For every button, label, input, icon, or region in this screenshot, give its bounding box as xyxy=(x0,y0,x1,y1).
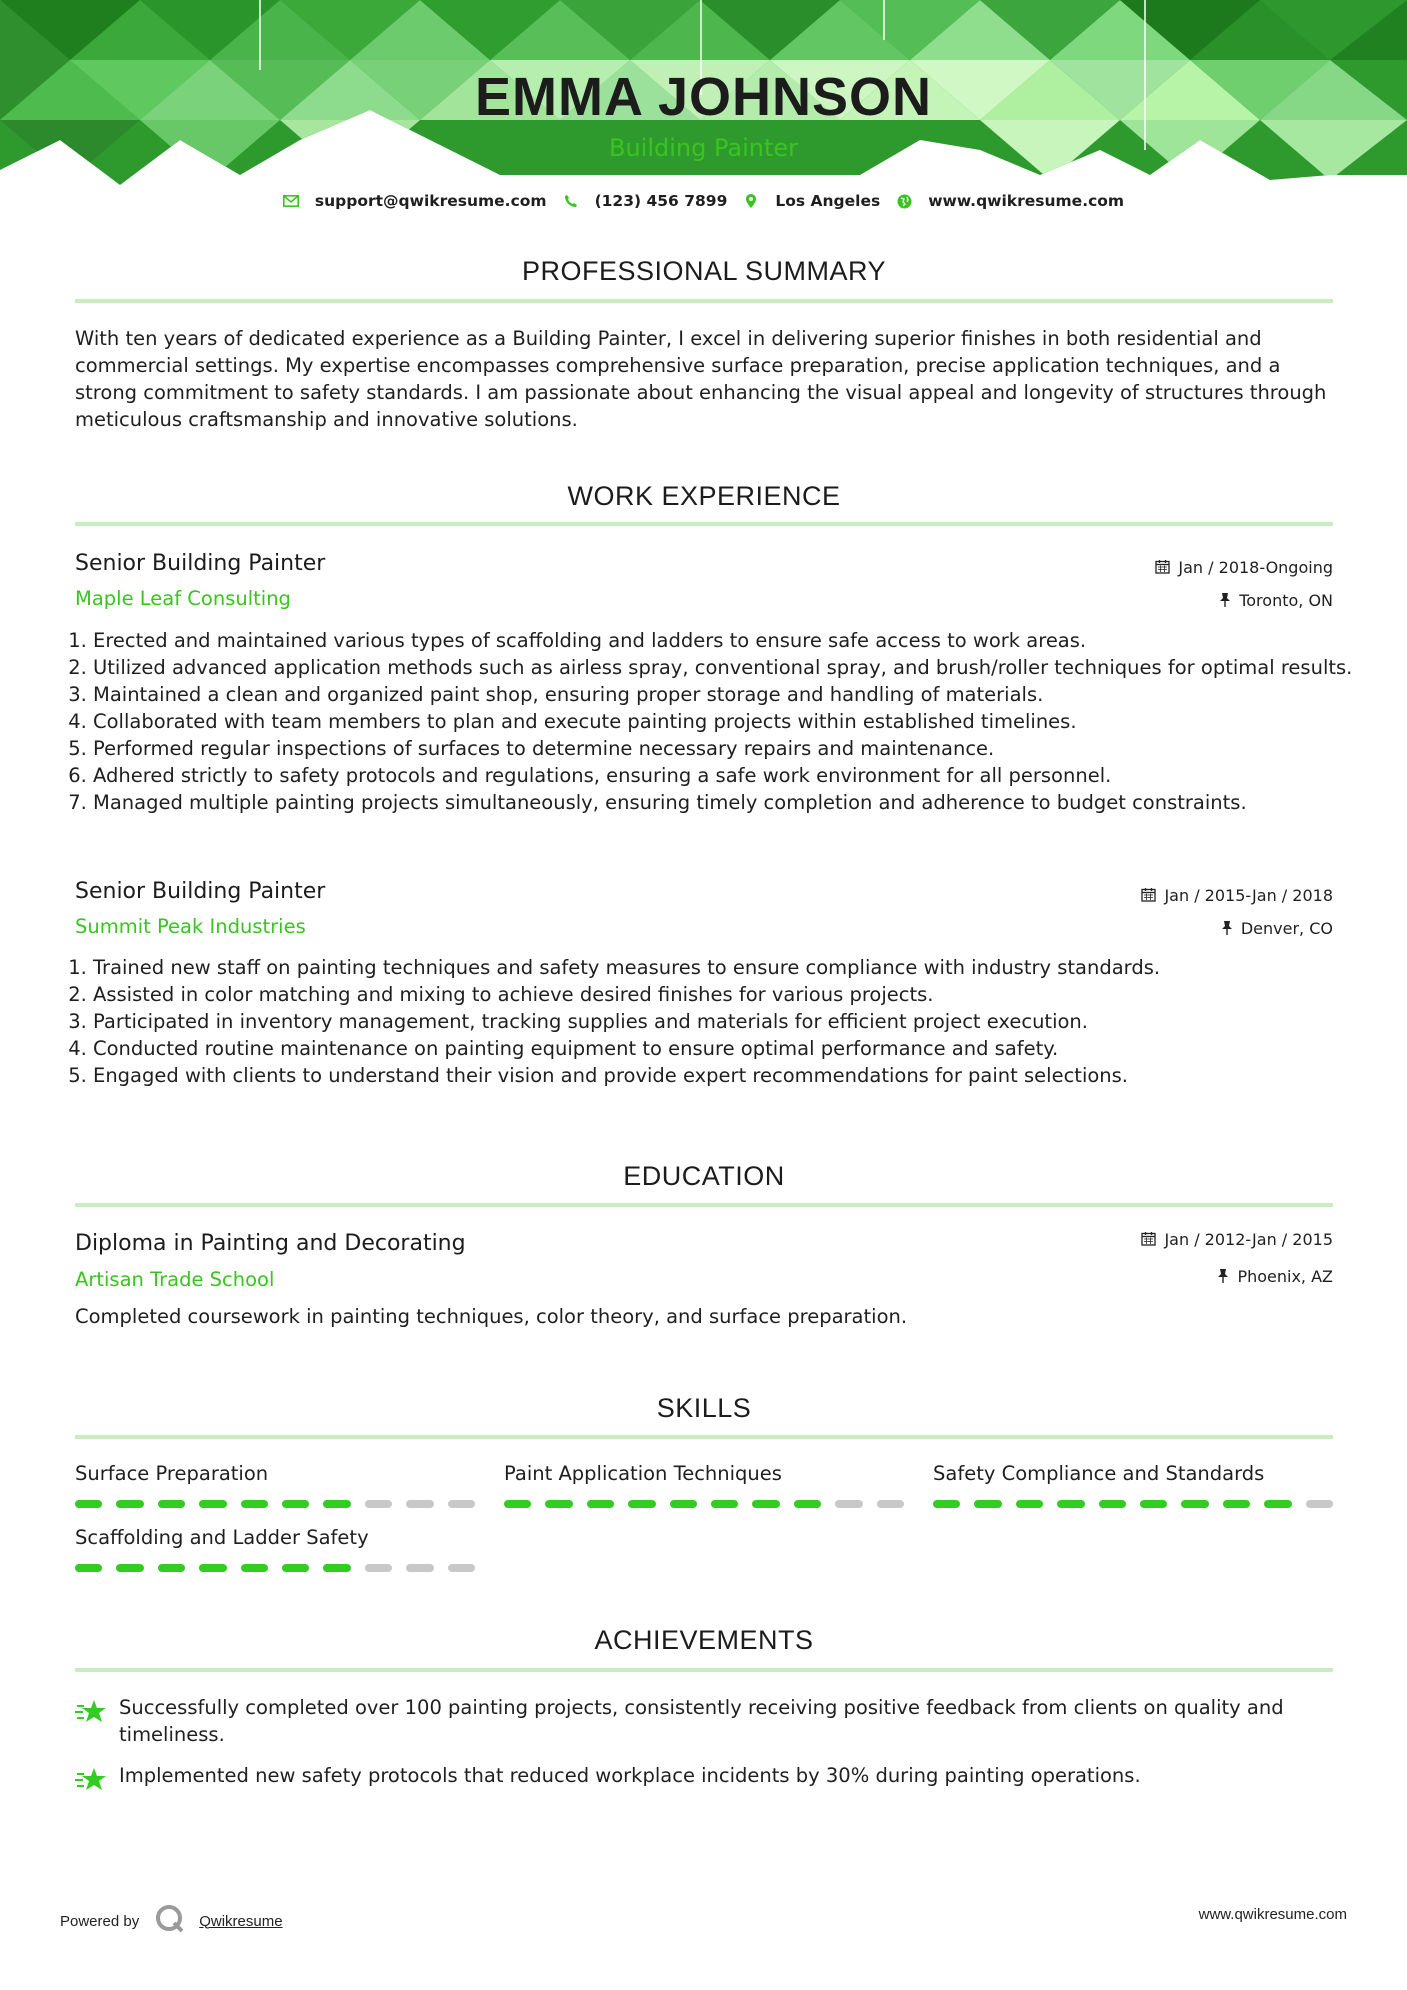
skill-dash-filled xyxy=(794,1500,821,1508)
education-heading: EDUCATION xyxy=(623,1161,785,1191)
contact-location xyxy=(743,192,880,210)
skill-dash-filled xyxy=(1099,1500,1126,1508)
achievement-item xyxy=(75,1762,1333,1798)
skill-item xyxy=(504,1464,904,1484)
job-location xyxy=(1219,592,1333,610)
star-icon xyxy=(75,1698,107,1748)
skill-dash-filled xyxy=(1016,1500,1043,1508)
skill-dash-filled xyxy=(199,1564,226,1572)
dates-text: Jan / 2015-Jan / 2018 xyxy=(1164,886,1333,905)
job-responsibilities xyxy=(67,954,1363,1089)
skill-dash-filled xyxy=(158,1500,185,1508)
section-divider xyxy=(75,1203,1333,1207)
pushpin-icon xyxy=(1221,920,1233,938)
job-responsibilities xyxy=(67,627,1363,816)
skill-item xyxy=(75,1528,475,1548)
skill-name: Surface Preparation xyxy=(75,1462,269,1485)
skill-rating xyxy=(75,1500,475,1508)
skill-dash-filled xyxy=(323,1500,350,1508)
section-divider xyxy=(75,1668,1333,1672)
candidate-name: EMMA JOHNSON xyxy=(474,67,933,127)
list-item: 5. Engaged with clients to understand their vision and provide expert recommendations for paint selections. xyxy=(93,1062,1363,1089)
skills-heading: SKILLS xyxy=(656,1393,752,1423)
job-location xyxy=(1221,920,1333,938)
contact-bar xyxy=(0,190,1407,212)
skill-dash-filled xyxy=(282,1500,309,1508)
skill-dash-filled xyxy=(75,1500,102,1508)
location-text: Phoenix, AZ xyxy=(1237,1267,1333,1286)
footer-website[interactable]: www.qwikresume.com xyxy=(1198,1906,1347,1923)
skill-name: Safety Compliance and Standards xyxy=(933,1462,1265,1485)
skill-dash-filled xyxy=(504,1500,531,1508)
footer-powered xyxy=(60,1904,283,1938)
contact-phone xyxy=(563,192,728,210)
skill-dash-filled xyxy=(587,1500,614,1508)
pushpin-icon xyxy=(1219,592,1231,610)
list-item: 6. Adhered strictly to safety protocols and regulations, ensuring a safe work environment for all personnel. xyxy=(93,762,1363,789)
powered-by-label: Powered by xyxy=(60,1912,140,1930)
list-item: 7. Managed multiple painting projects simultaneously, ensuring timely completion and adherence to budget constraints. xyxy=(93,789,1363,816)
location-text: Los Angeles xyxy=(775,192,881,210)
skill-dash-empty xyxy=(406,1564,433,1572)
job-company: Summit Peak Industries xyxy=(75,915,306,938)
map-marker-icon xyxy=(743,193,759,209)
skill-dash-filled xyxy=(974,1500,1001,1508)
skill-rating xyxy=(75,1564,475,1572)
achievement-text: Implemented new safety protocols that reduced workplace incidents by 30% during painting operations. xyxy=(119,1764,1141,1787)
skill-dash-filled xyxy=(628,1500,655,1508)
contact-website xyxy=(896,192,1124,210)
dates-text: Jan / 2012-Jan / 2015 xyxy=(1164,1230,1333,1249)
list-item: 2. Assisted in color matching and mixing to achieve desired finishes for various projects. xyxy=(93,981,1363,1008)
globe-icon xyxy=(896,193,912,209)
list-item: 4. Collaborated with team members to plan and execute painting projects within established timelines. xyxy=(93,708,1363,735)
skill-dash-empty xyxy=(365,1500,392,1508)
job-company: Maple Leaf Consulting xyxy=(75,587,291,610)
education-location xyxy=(1217,1268,1333,1286)
calendar-icon xyxy=(1155,559,1170,577)
skill-dash-empty xyxy=(877,1500,904,1508)
list-item: 3. Participated in inventory management, tracking supplies and materials for efficient project execution. xyxy=(93,1008,1363,1035)
list-item: 5. Performed regular inspections of surfaces to determine necessary repairs and maintenance. xyxy=(93,735,1363,762)
skill-dash-filled xyxy=(158,1564,185,1572)
skill-dash-filled xyxy=(711,1500,738,1508)
skill-dash-filled xyxy=(75,1564,102,1572)
pushpin-icon xyxy=(1217,1268,1229,1286)
job-dates xyxy=(1155,559,1333,577)
skill-dash-filled xyxy=(282,1564,309,1572)
experience-heading: WORK EXPERIENCE xyxy=(567,481,841,511)
summary-heading: PROFESSIONAL SUMMARY xyxy=(521,256,887,286)
education-degree: Diploma in Painting and Decorating xyxy=(75,1231,466,1256)
skill-dash-filled xyxy=(1057,1500,1084,1508)
education-description: Completed coursework in painting techniques, color theory, and surface preparation. xyxy=(75,1305,908,1328)
location-text: Denver, CO xyxy=(1240,919,1333,938)
skill-dash-filled xyxy=(323,1564,350,1572)
dates-text: Jan / 2018-Ongoing xyxy=(1178,558,1333,577)
skill-dash-filled xyxy=(116,1500,143,1508)
list-item: 1. Erected and maintained various types of scaffolding and ladders to ensure safe access to work areas. xyxy=(93,627,1363,654)
skill-rating xyxy=(933,1500,1333,1508)
skill-dash-filled xyxy=(241,1500,268,1508)
skill-dash-empty xyxy=(448,1564,475,1572)
skill-dash-filled xyxy=(752,1500,779,1508)
education-school: Artisan Trade School xyxy=(75,1268,275,1291)
qwikresume-logo-icon xyxy=(155,1904,185,1938)
skill-dash-filled xyxy=(545,1500,572,1508)
skill-item xyxy=(933,1464,1333,1484)
list-item: 4. Conducted routine maintenance on painting equipment to ensure optimal performance and safety. xyxy=(93,1035,1363,1062)
skill-dash-filled xyxy=(241,1564,268,1572)
skill-dash-filled xyxy=(1264,1500,1291,1508)
calendar-icon xyxy=(1141,887,1156,905)
skill-dash-filled xyxy=(670,1500,697,1508)
skill-name: Scaffolding and Ladder Safety xyxy=(75,1526,369,1549)
qwikresume-link[interactable]: Qwikresume xyxy=(199,1912,283,1930)
skill-dash-empty xyxy=(1306,1500,1333,1508)
skill-dash-empty xyxy=(448,1500,475,1508)
email-text[interactable]: support@qwikresume.com xyxy=(314,192,547,210)
education-dates xyxy=(1141,1231,1333,1249)
section-divider xyxy=(75,522,1333,526)
summary-text: With ten years of dedicated experience as a Building Painter, I excel in delivering superior finishes in both residential and commercial settings. My expertise encompasses comprehensive surface preparation, precise application techniques, and a strong commitment to safety standards. I am passionate about enhancing the visual appeal and longevity of structures through meticulous craftsmanship and innovative solutions. xyxy=(75,327,1327,431)
calendar-icon xyxy=(1141,1231,1156,1249)
job-title: Senior Building Painter xyxy=(75,879,326,904)
list-item: 1. Trained new staff on painting techniques and safety measures to ensure compliance with industry standards. xyxy=(93,954,1363,981)
job-title: Senior Building Painter xyxy=(75,551,326,576)
skill-item xyxy=(75,1464,475,1484)
skill-dash-empty xyxy=(835,1500,862,1508)
achievements-heading: ACHIEVEMENTS xyxy=(594,1625,814,1655)
phone-text: (123) 456 7899 xyxy=(594,192,728,210)
website-text[interactable]: www.qwikresume.com xyxy=(928,192,1125,210)
skill-dash-empty xyxy=(365,1564,392,1572)
section-divider xyxy=(75,299,1333,303)
list-item: 3. Maintained a clean and organized paint shop, ensuring proper storage and handling of materials. xyxy=(93,681,1363,708)
skill-dash-filled xyxy=(1181,1500,1208,1508)
contact-email xyxy=(283,192,547,210)
job-dates xyxy=(1141,887,1333,905)
location-text: Toronto, ON xyxy=(1239,591,1333,610)
achievement-item xyxy=(75,1694,1333,1748)
skill-dash-filled xyxy=(1223,1500,1250,1508)
skill-dash-filled xyxy=(1140,1500,1167,1508)
section-divider xyxy=(75,1435,1333,1439)
phone-icon xyxy=(563,193,579,209)
skill-dash-filled xyxy=(116,1564,143,1572)
skill-dash-empty xyxy=(406,1500,433,1508)
star-icon xyxy=(75,1766,107,1798)
achievement-text: Successfully completed over 100 painting projects, consistently receiving positive feedback from clients on quality and timeliness. xyxy=(119,1696,1284,1746)
skill-rating xyxy=(504,1500,904,1508)
envelope-icon xyxy=(283,193,299,209)
skill-dash-filled xyxy=(933,1500,960,1508)
skill-dash-filled xyxy=(199,1500,226,1508)
skill-name: Paint Application Techniques xyxy=(504,1462,782,1485)
candidate-title: Building Painter xyxy=(608,134,798,162)
list-item: 2. Utilized advanced application methods such as airless spray, conventional spray, and brush/roller techniques for optimal results. xyxy=(93,654,1363,681)
